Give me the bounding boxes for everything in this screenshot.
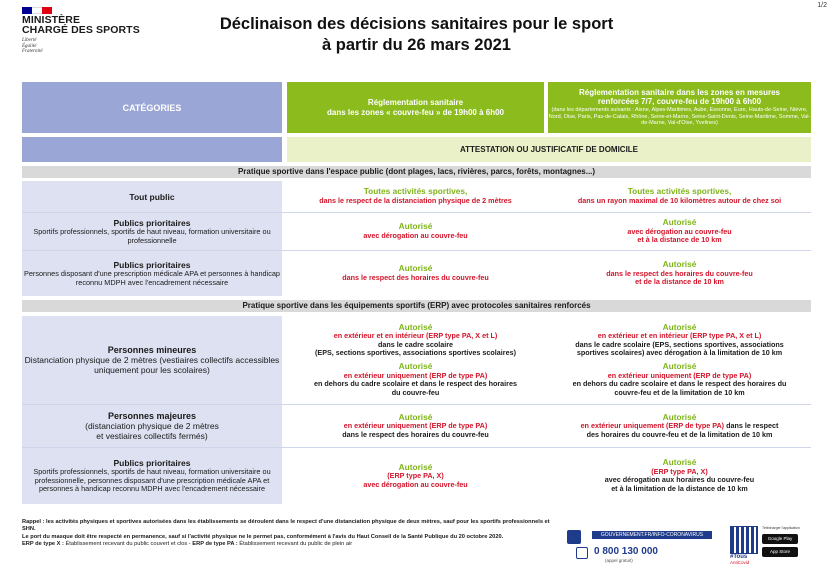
category-publics-prioritaires-apa	[22, 251, 282, 296]
status-label: Toutes activités sportives,	[627, 186, 732, 197]
attestation-spacer	[22, 137, 282, 162]
erp-pa-text: Établissement recevant du public de plein air	[237, 540, 353, 547]
section-public-space: Pratique sportive dans l'espace public (dont plages, lacs, rivières, parcs, forêts, montagnes...)	[22, 166, 811, 178]
category-description-line2: et vestiaires collectifs fermés)	[96, 431, 208, 441]
category-title: Tout public	[129, 191, 175, 202]
category-title: Publics prioritaires	[113, 259, 191, 270]
page-title	[200, 14, 633, 56]
motto-fraternite: Fraternité	[22, 49, 43, 54]
category-title: Personnes majeures	[107, 411, 197, 421]
footer-masque	[22, 534, 552, 541]
status-detail-line1: en dehors du cadre scolaire et dans le respect des horaires du	[572, 379, 787, 389]
status-detail-red: en extérieur et en intérieur (ERP type PA, X et L)	[333, 331, 498, 341]
category-title: Publics prioritaires	[113, 217, 191, 228]
status-label: Autorisé	[398, 361, 433, 371]
motto-egalite: Égalité	[22, 43, 37, 49]
status-detail-line2: des horaires du couvre-feu et de la limitation de 10 km	[586, 429, 773, 439]
header-col1-line2: dans les zones « couvre-feu » de 19h00 à 6h00	[327, 107, 504, 117]
status-detail-red: en extérieur uniquement (ERP de type PA)	[607, 370, 752, 380]
qr-code-icon	[730, 526, 758, 554]
ministry-line2: CHARGÉ DES SPORTS	[22, 24, 140, 36]
title-line1: Déclinaison des décisions sanitaires pour le sport	[219, 15, 614, 33]
phone-icon	[576, 547, 588, 559]
status-label: Autorisé	[398, 221, 433, 232]
erp-x-label: ERP de type X :	[22, 540, 64, 547]
app-store-badge[interactable]: App Store	[762, 547, 798, 557]
ministry-logo	[22, 15, 140, 35]
category-title: Publics prioritaires	[113, 458, 191, 469]
status-detail-line2: et à la limitation de la distance de 10 km	[611, 484, 748, 494]
status-detail-line2: avec dérogation au couvre-feu	[363, 479, 468, 489]
cell-prioritaires-erp-curfew	[287, 448, 544, 504]
category-description: Sportifs professionnels, sportifs de haut niveau, formation universitaire ou professionnelle	[33, 226, 271, 245]
status-detail-red: (ERP type PA, X)	[651, 466, 708, 476]
footer-notes	[22, 519, 552, 548]
status-detail-line2: du couvre-feu	[391, 387, 440, 397]
rappel-text: les activités physiques et sportives autorisées dans les établissements se déroulent dans le respect d'une distanciation physique de deux mètres, sauf pour les sportifs professionnels et SHN.	[22, 519, 550, 533]
header-col2-line2: renforcées 7/7, couvre-feu de 19h00 à 6h00	[597, 97, 762, 107]
hotline-caption: (appel gratuit)	[605, 558, 633, 563]
gov-info-link[interactable]: GOUVERNEMENT.FR/INFO-CORONAVIRUS	[592, 531, 712, 539]
category-tout-public	[22, 181, 282, 212]
erp-pa-label: ERP de type PA :	[192, 540, 238, 547]
page-number: 1/2	[817, 2, 827, 9]
status-label: Autorisé	[398, 461, 433, 472]
status-label: Autorisé	[662, 321, 697, 332]
status-label: Autorisé	[662, 457, 697, 468]
erp-x-text: Établissement recevant du public couvert et clos -	[63, 540, 193, 547]
store-caption: Télécharger l'application	[762, 526, 800, 530]
cell-prioritaires-sport-curfew	[287, 213, 544, 250]
rappel-label: Rappel :	[22, 519, 45, 525]
status-detail-line2: couvre-feu et de la limitation de 10 km	[614, 387, 745, 397]
cell-mineurs-curfew	[287, 316, 544, 404]
status-label: Autorisé	[398, 411, 433, 422]
cell-tout-public-curfew	[287, 181, 544, 212]
government-icon	[567, 530, 581, 544]
tousanticovid-sub: AntiCovid	[730, 560, 750, 565]
category-publics-prioritaires-sport	[22, 213, 282, 250]
status-detail-line1: en dehors du cadre scolaire et dans le respect des horaires	[314, 379, 517, 389]
google-play-badge[interactable]: Google Play	[762, 534, 798, 544]
motto-liberte: Liberté	[22, 38, 37, 43]
status-detail: dans le respect des horaires du couvre-feu	[342, 272, 489, 282]
footer-erp-definitions	[22, 541, 552, 548]
category-description-line1: (distanciation physique de 2 mètres	[85, 421, 219, 431]
status-label: Autorisé	[662, 259, 697, 270]
cell-majeurs-curfew	[287, 405, 544, 447]
status-detail-red: en extérieur uniquement (ERP de type PA)	[580, 421, 725, 431]
status-label: Autorisé	[662, 361, 697, 371]
status-detail-line1: dans le respect des horaires du couvre-feu	[606, 268, 753, 278]
republic-flag-icon	[22, 7, 52, 14]
status-label: Toutes activités sportives,	[363, 186, 468, 197]
status-label: Autorisé	[398, 321, 433, 332]
republic-motto	[22, 38, 43, 55]
tousanticovid-label: #Tous	[730, 554, 748, 560]
cell-mineurs-reinforced	[548, 316, 811, 404]
status-label: Autorisé	[398, 263, 433, 274]
cell-prioritaires-sport-reinforced	[548, 213, 811, 250]
status-detail-line1: dans le cadre scolaire (EPS, sections sportives, associations	[575, 339, 784, 349]
cell-tout-public-reinforced	[548, 181, 811, 212]
cell-prioritaires-erp-reinforced	[548, 448, 811, 504]
cell-prioritaires-apa-curfew	[287, 251, 544, 296]
category-description: Sportifs professionnels, sportifs de haut niveau, formation universitaire ou professionnelle, personnes disposant d'une prescription médicale APA et personnes à handicap reconnu MDPH avec l'encadrement nécessaire	[33, 467, 271, 494]
header-col2-line1: Réglementation sanitaire dans les zones en mesures	[579, 88, 780, 98]
category-personnes-majeures	[22, 405, 282, 447]
header-categories: CATÉGORIES	[22, 82, 282, 133]
status-detail-line2: et de la distance de 10 km	[635, 277, 724, 287]
category-publics-prioritaires-erp	[22, 448, 282, 504]
status-detail: dans le respect de la distanciation physique de 2 mètres	[319, 195, 512, 205]
category-personnes-mineures	[22, 316, 282, 404]
status-detail-red: en extérieur uniquement (ERP de type PA)	[343, 421, 488, 431]
status-detail: avec dérogation au couvre-feu	[363, 230, 468, 240]
masque-text: Le port du masque doit être respecté en permanence, sauf si l'activité physique ne le permet pas, conformément à l'avis du Haut Conseil de la Santé Publique du 20 octobre 2020.	[22, 533, 504, 540]
footer-rappel	[22, 519, 552, 534]
status-label: Autorisé	[662, 217, 697, 228]
status-detail-red: en extérieur et en intérieur (ERP type PA, X et L)	[597, 331, 762, 341]
status-detail-line2: (EPS, sections sportives, associations sportives scolaires)	[315, 348, 516, 358]
ministry-line1: MINISTÈRE	[22, 14, 81, 26]
status-detail-line1: avec dérogation aux horaires du couvre-feu	[604, 475, 755, 485]
cell-majeurs-reinforced	[548, 405, 811, 447]
status-detail-line1: avec dérogation au couvre-feu	[627, 226, 732, 236]
title-line2: à partir du 26 mars 2021	[322, 36, 511, 54]
category-description: Personnes disposant d'une prescription médicale APA et personnes à handicap reconnu MDPH avec l'encadrement nécessaire	[23, 268, 280, 287]
status-detail-line1: dans le cadre scolaire	[377, 339, 454, 349]
header-col1-line1: Réglementation sanitaire	[367, 97, 464, 107]
category-description: Distanciation physique de 2 mètres (vestiaires collectifs accessibles uniquement pour les scolaires)	[24, 355, 280, 375]
status-detail-line2: et à la distance de 10 km	[637, 235, 722, 245]
cell-prioritaires-apa-reinforced	[548, 251, 811, 296]
status-detail-line1: (ERP type PA, X)	[387, 471, 444, 481]
header-reinforced-zones	[548, 82, 811, 133]
status-detail-line1: dans le respect	[724, 421, 779, 431]
section-erp: Pratique sportive dans les équipements sportifs (ERP) avec protocoles sanitaires renforcés	[22, 300, 811, 312]
header-col2-departments: (dans les départements suivants : Aisne, Alpes-Maritimes, Aube, Essonne, Eure, Hauts-de-Seine, Nièvre, Nord, Oise, Paris, Pas-de-Calais, Rhône, Seine-et-Marne, Seine-Saint-Denis, Seine-Maritime, Somme, Val-de-Marne, Val-d'Oise, Yvelines)	[548, 107, 811, 127]
status-detail: dans le respect des horaires du couvre-feu	[342, 429, 489, 439]
status-detail-red: en extérieur uniquement (ERP de type PA)	[343, 370, 488, 380]
attestation-banner: ATTESTATION OU JUSTIFICATIF DE DOMICILE	[287, 137, 811, 162]
hotline-number[interactable]: 0 800 130 000	[594, 546, 658, 557]
status-label: Autorisé	[662, 411, 697, 422]
status-detail-line2: sportives scolaires) avec dérogation à la limitation de 10 km	[576, 348, 783, 358]
category-title: Personnes mineures	[107, 345, 197, 355]
status-detail: dans un rayon maximal de 10 kilomètres autour de chez soi	[577, 195, 782, 205]
header-curfew-zones	[287, 82, 544, 133]
